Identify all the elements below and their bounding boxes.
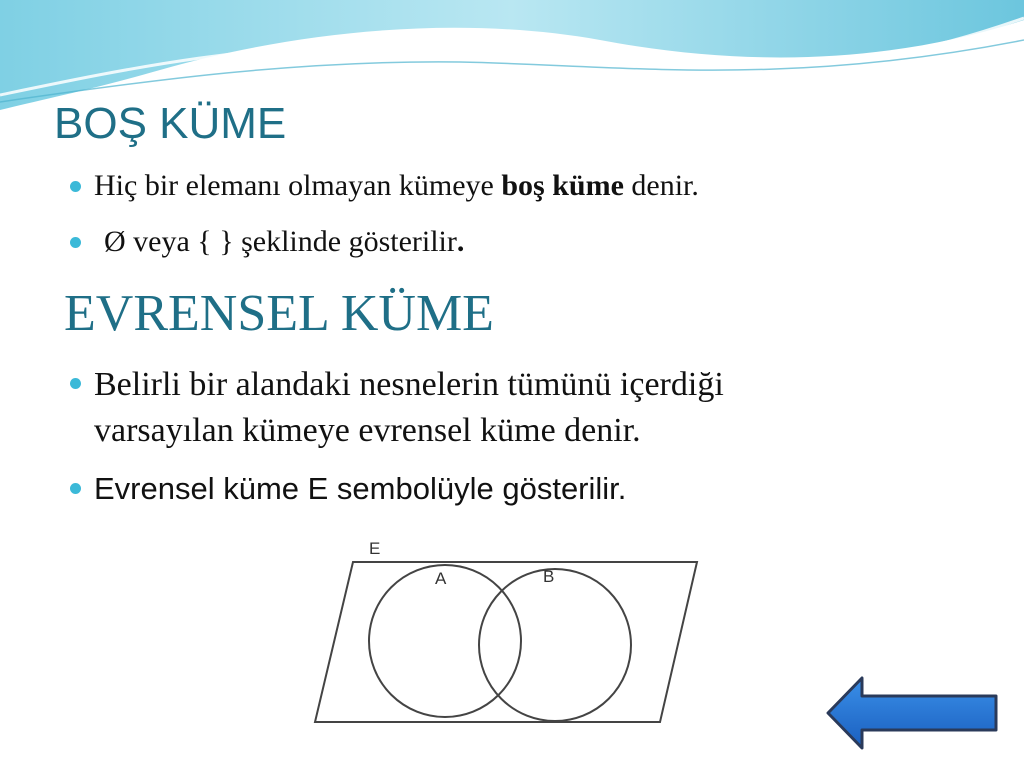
bullet-dot-icon (70, 181, 81, 192)
bullet-dot-icon (70, 237, 81, 248)
set-b-circle (479, 569, 631, 721)
bullet-text: Evrensel küme E sembolüyle gösterilir. (94, 471, 627, 506)
bullet-dot-icon (70, 378, 81, 389)
left-arrow-icon[interactable] (824, 674, 1000, 752)
universe-label: E (369, 539, 381, 558)
set-a-label: A (435, 569, 447, 588)
venn-diagram (285, 520, 720, 768)
bullet-text: Belirli bir alandaki nesnelerin tümünü içerdiği varsayılan kümeye evrensel küme denir. (94, 366, 724, 449)
set-b-label: B (543, 567, 555, 586)
bullet-text: Hiç bir elemanı olmayan kümeye boş küme denir. (94, 169, 699, 202)
bold-term: boş küme (501, 169, 624, 202)
bullet-text: Ø veya { } şeklinde gösterilir. (104, 225, 465, 258)
heading-evrensel-kume: EVRENSEL KÜME (64, 285, 494, 342)
heading-bos-kume: BOŞ KÜME (54, 99, 287, 148)
bullet-dot-icon (70, 483, 81, 494)
